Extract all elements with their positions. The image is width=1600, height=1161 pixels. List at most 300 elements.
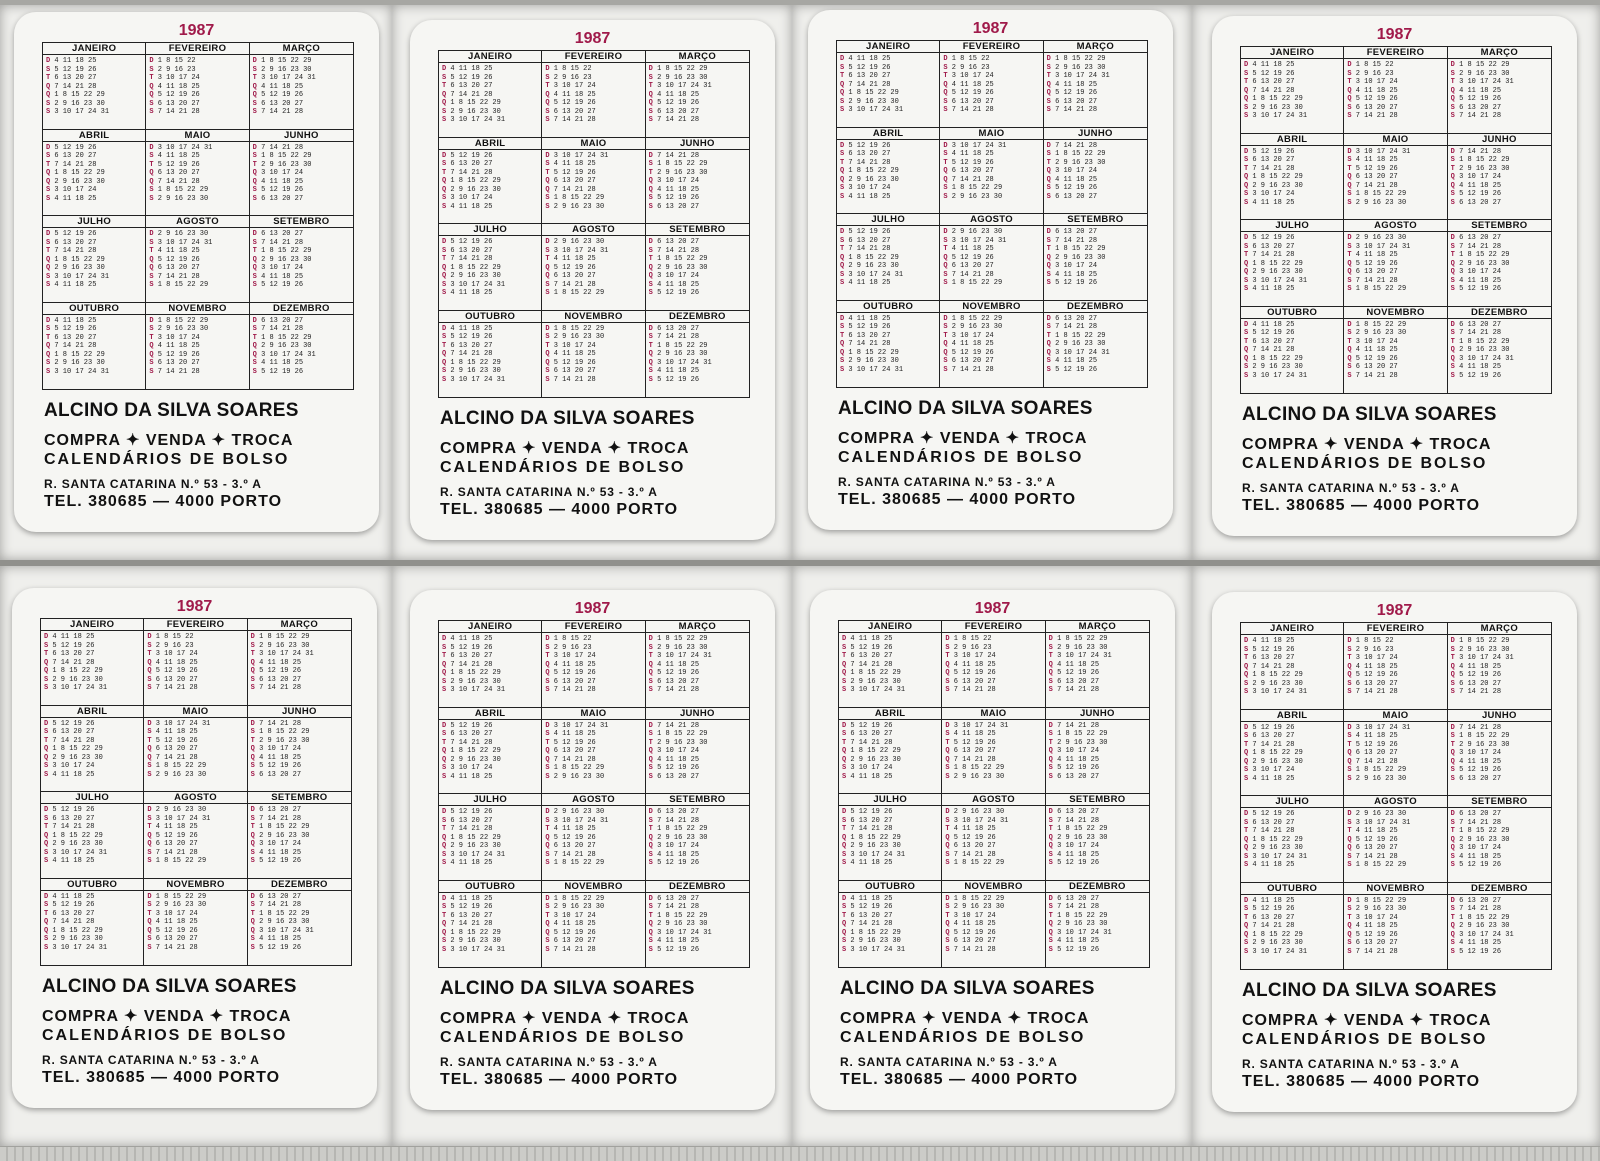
day-numbers: 7 14 21 28 [850,738,893,747]
weekday-letter: S [545,280,550,289]
day-numbers: 5 12 19 26 [259,943,302,952]
month-days [837,226,939,300]
weekday-letter: D [44,633,49,641]
week-row [1049,747,1146,756]
pocket-calendar-card[interactable] [14,12,379,532]
day-numbers: 4 11 18 25 [1252,637,1295,645]
day-numbers: 2 9 16 23 30 [155,806,207,814]
day-numbers: 3 10 17 24 [951,72,994,80]
week-row [251,832,348,841]
week-row [46,91,142,100]
week-row [943,89,1039,98]
advertiser-info [1242,980,1557,1091]
weekday-letter: S [1244,329,1249,337]
day-numbers: 1 8 15 22 29 [1055,55,1106,63]
weekday-letter: T [1244,913,1249,922]
week-row [442,91,538,100]
weekday-letter: S [147,848,152,857]
week-row [649,289,746,298]
day-numbers: 1 8 15 22 29 [54,169,105,177]
week-row [943,366,1039,375]
week-row [442,376,538,385]
week-row [149,178,245,187]
day-numbers: 6 13 20 27 [1252,654,1295,662]
week-row [545,333,641,342]
week-row [442,169,538,178]
day-numbers: 5 12 19 26 [553,928,596,937]
weekday-letter: S [943,270,948,279]
week-row [44,762,140,771]
advertiser-address: R. SANTA CATARINA N.º 53 - 3.º A [838,475,1056,489]
pocket-calendar-card[interactable] [410,20,775,540]
month-days [43,315,145,390]
pocket-calendar-card[interactable] [810,590,1175,1110]
weekday-letter: Q [44,667,49,675]
week-row [442,747,538,756]
day-numbers: 7 14 21 28 [1252,740,1295,749]
weekday-letter: S [1046,323,1051,331]
weekday-letter: D [149,316,154,325]
day-numbers: 6 13 20 27 [54,74,97,82]
day-numbers: 5 12 19 26 [52,641,95,650]
week-row [1451,277,1548,286]
day-numbers: 2 9 16 23 [951,63,990,72]
month-days [439,150,541,224]
month-days [144,891,246,966]
month-days [1344,146,1446,220]
day-numbers: 2 9 16 23 30 [1355,234,1407,242]
day-numbers: 2 9 16 23 30 [951,192,1003,201]
day-numbers: 6 13 20 27 [157,169,200,177]
day-numbers: 6 13 20 27 [52,909,95,918]
weekday-letter: D [44,806,49,814]
weekday-letter: T [1347,78,1352,86]
weekday-letter: Q [945,920,950,928]
day-numbers: 6 13 20 27 [261,230,304,238]
week-row [46,169,142,178]
weekday-letter: T [648,825,653,833]
week-row [147,650,243,659]
day-numbers: 5 12 19 26 [1459,285,1502,293]
weekday-letter: T [840,158,845,167]
weekday-letter: Q [1046,340,1051,348]
day-numbers: 7 14 21 28 [259,901,302,909]
week-row [46,351,142,360]
week-row [44,737,140,746]
week-row [545,929,641,938]
weekday-letter: S [147,901,152,909]
week-row [943,64,1039,73]
month-days [837,313,939,388]
week-row [1451,363,1548,372]
weekday-letter: Q [1244,354,1249,363]
week-row [442,325,538,334]
weekday-letter: S [840,323,845,331]
month-days [1448,635,1551,709]
weekday-letter: S [945,643,950,652]
week-row [147,840,243,849]
weekday-letter: Q [44,831,49,840]
week-row [147,737,243,746]
day-numbers: 5 12 19 26 [1055,89,1098,97]
week-row [1347,199,1443,208]
month-days [542,893,644,968]
weekday-letter: S [1244,947,1249,956]
weekday-letter: S [250,901,255,909]
weekday-letter: S [648,194,653,202]
day-numbers: 2 9 16 23 30 [157,325,209,333]
day-numbers: 1 8 15 22 29 [52,831,103,840]
weekday-letter: S [1347,852,1352,861]
day-numbers: 6 13 20 27 [1252,913,1295,922]
day-numbers: 5 12 19 26 [54,325,97,333]
day-numbers: 2 9 16 23 30 [1459,69,1510,78]
month-name: JANEIRO [439,51,541,63]
week-row [840,184,936,193]
day-numbers: 1 8 15 22 29 [157,316,209,325]
day-numbers: 2 9 16 23 30 [848,97,899,106]
day-numbers: 7 14 21 28 [657,816,700,825]
week-row [44,771,140,780]
week-row [147,642,243,651]
day-numbers: 2 9 16 23 30 [1252,757,1303,766]
weekday-letter: S [1450,852,1455,861]
pocket-calendar-card[interactable] [410,590,775,1110]
weekday-letter: S [1048,764,1053,772]
week-row [46,178,142,187]
week-row [253,178,350,187]
week-row [147,935,243,944]
weekday-letter: S [945,850,950,859]
month-block [144,879,247,966]
weekday-letter: Q [250,840,255,848]
weekday-letter: D [1347,320,1352,329]
weekday-letter: S [252,65,257,74]
weekday-letter: S [44,641,49,650]
weekday-letter: S [1048,937,1053,945]
pocket-calendar-card[interactable] [1212,16,1577,536]
weekday-letter: S [1347,276,1352,285]
pocket-calendar-card[interactable] [12,588,377,1108]
weekday-letter: S [46,238,51,247]
month-block [1344,796,1447,883]
month-days [942,893,1044,968]
day-numbers: 6 13 20 27 [1057,808,1100,816]
week-row [253,342,350,351]
month-block [1344,883,1447,970]
weekday-letter: D [250,633,255,641]
week-row [147,745,243,754]
day-numbers: 2 9 16 23 30 [657,350,708,358]
month-days [1448,319,1551,394]
week-row [1451,182,1548,191]
week-row [1244,931,1340,940]
day-numbers: 5 12 19 26 [1057,669,1100,677]
weekday-letter: Q [545,833,550,842]
advertiser-name: ALCINO DA SILVA SOARES [1242,404,1497,425]
week-row [842,739,938,748]
day-numbers: 4 11 18 25 [54,57,97,65]
month-block [146,43,249,130]
weekday-letter: Q [545,747,550,755]
day-numbers: 7 14 21 28 [657,116,700,124]
month-name: JULHO [43,216,145,228]
day-numbers: 3 10 17 24 [1355,337,1398,346]
weekday-letter: S [842,643,847,652]
pocket-calendar-card[interactable] [808,10,1173,530]
weekday-letter: D [1046,314,1051,323]
day-numbers: 4 11 18 25 [157,247,200,255]
month-block [41,792,144,879]
day-numbers: 6 13 20 27 [1252,156,1295,164]
day-numbers: 1 8 15 22 29 [261,333,312,342]
advertiser-tagline: COMPRA ✦ VENDA ✦ TROCA [1242,436,1492,453]
day-numbers: 7 14 21 28 [553,185,596,194]
week-row [545,825,641,834]
day-numbers: 4 11 18 25 [657,937,700,945]
weekday-letter: S [442,945,447,954]
day-numbers: 7 14 21 28 [951,175,994,184]
month-name: DEZEMBRO [646,881,749,893]
month-block [1448,883,1551,970]
weekday-letter: S [1347,905,1352,913]
week-row [842,747,938,756]
day-numbers: 3 10 17 24 31 [953,721,1009,730]
week-row [442,177,538,186]
weekday-letter: D [252,230,257,238]
week-row [1451,243,1548,252]
day-numbers: 3 10 17 24 [1057,747,1100,755]
week-row [251,910,348,919]
weekday-letter: T [442,738,447,747]
day-numbers: 1 8 15 22 29 [848,167,899,175]
weekday-letter: T [252,333,257,342]
day-numbers: 3 10 17 24 31 [850,686,906,694]
weekday-letter: S [1450,190,1455,198]
weekday-letter: Q [943,253,948,262]
weekday-letter: D [46,143,51,152]
day-numbers: 1 8 15 22 29 [1355,896,1407,905]
day-numbers: 6 13 20 27 [261,99,304,108]
day-numbers: 5 12 19 26 [157,255,200,264]
day-numbers: 2 9 16 23 [953,643,992,652]
month-block [1448,220,1551,307]
day-numbers: 3 10 17 24 31 [657,82,712,90]
week-row [545,203,641,212]
day-numbers: 4 11 18 25 [553,660,596,669]
week-row [251,728,348,737]
weekday-letter: D [1450,723,1455,732]
day-numbers: 7 14 21 28 [52,658,95,667]
week-row [1244,156,1340,165]
day-numbers: 3 10 17 24 31 [553,246,609,255]
weekday-letter: Q [46,82,51,91]
weekday-letter: Q [648,177,653,185]
weekday-letter: D [545,721,550,730]
day-numbers: 4 11 18 25 [657,850,700,859]
month-name: OUTUBRO [1241,883,1343,895]
day-numbers: 4 11 18 25 [951,150,994,158]
weekday-letter: T [943,72,948,80]
weekday-letter: Q [842,755,847,764]
weekday-letter: Q [840,80,845,89]
day-numbers: 1 8 15 22 29 [259,823,310,831]
weekday-letter: S [943,97,948,106]
weekday-letter: S [1048,643,1053,652]
day-numbers: 4 11 18 25 [1355,346,1398,354]
month-block [542,708,645,795]
week-row [1347,646,1443,655]
day-numbers: 4 11 18 25 [261,272,304,281]
week-row [1347,914,1443,923]
week-row [649,834,746,843]
month-name: MAIO [940,128,1042,140]
week-row [1347,251,1443,260]
week-row [1047,332,1144,341]
day-numbers: 6 13 20 27 [155,840,198,848]
week-row [149,83,245,92]
weekday-letter: D [1244,723,1249,732]
week-row [1049,756,1146,765]
week-row [1244,190,1340,199]
weekday-letter: D [1450,810,1455,818]
day-numbers: 3 10 17 24 [259,745,302,753]
day-numbers: 3 10 17 24 31 [157,143,213,152]
day-numbers: 1 8 15 22 29 [553,859,605,867]
day-numbers: 3 10 17 24 31 [450,375,506,384]
week-row [147,720,243,729]
week-row [1047,340,1144,349]
weekday-letter: S [545,686,550,694]
month-block [250,216,353,303]
week-row [149,144,245,153]
week-row [442,635,538,644]
weekday-letter: S [44,684,49,692]
month-name: ABRIL [1241,134,1343,146]
day-numbers: 6 13 20 27 [1459,679,1502,688]
week-row [251,737,348,746]
day-numbers: 2 9 16 23 30 [1355,905,1407,913]
weekday-letter: S [842,764,847,772]
week-row [842,929,938,938]
week-row [253,74,350,83]
month-name: DEZEMBRO [250,303,353,315]
day-numbers: 6 13 20 27 [553,937,596,945]
day-numbers: 2 9 16 23 30 [450,107,501,116]
week-row [545,773,641,782]
week-row [840,64,936,73]
day-numbers: 5 12 19 26 [52,806,95,814]
day-numbers: 7 14 21 28 [1055,106,1098,114]
week-row [649,764,746,773]
day-numbers: 4 11 18 25 [54,316,97,325]
day-numbers: 5 12 19 26 [1057,945,1100,954]
weekday-letter: S [46,152,51,160]
day-numbers: 7 14 21 28 [1355,112,1398,120]
weekday-letter: S [840,97,845,106]
weekday-letter: S [840,192,845,201]
weekday-letter: S [840,270,845,279]
weekday-letter: S [1244,190,1249,198]
day-numbers: 2 9 16 23 30 [1057,920,1108,928]
weekday-letter: S [545,107,550,116]
weekday-letter: S [46,325,51,333]
weekday-letter: S [1347,112,1352,120]
weekday-letter: Q [44,926,49,935]
week-row [1347,948,1443,957]
week-row [1244,87,1340,96]
day-numbers: 2 9 16 23 30 [657,920,708,928]
day-numbers: 3 10 17 24 31 [848,106,904,114]
weekday-letter: T [648,82,653,90]
advertiser-subtitle: CALENDÁRIOS DE BOLSO [840,1029,1086,1046]
weekday-letter: Q [442,99,447,107]
weekday-letter: T [1046,245,1051,253]
month-days [542,63,644,137]
weekday-letter: S [1347,371,1352,380]
weekday-letter: T [250,650,255,658]
day-numbers: 2 9 16 23 30 [54,264,105,272]
weekday-letter: S [1450,198,1455,207]
week-row [147,806,243,815]
week-row [1451,199,1548,208]
pocket-calendar-card[interactable] [1212,592,1577,1112]
month-days [248,718,351,792]
day-numbers: 7 14 21 28 [1459,112,1502,120]
month-days [1344,59,1446,133]
weekday-letter: D [840,141,845,150]
day-numbers: 6 13 20 27 [850,816,893,825]
day-numbers: 1 8 15 22 [1355,61,1394,69]
week-row [149,186,245,195]
week-row [1244,732,1340,741]
weekday-letter: T [442,911,447,920]
month-block [839,621,942,708]
day-numbers: 3 10 17 24 [1459,749,1502,757]
weekday-letter: Q [648,350,653,358]
week-row [1049,730,1146,739]
week-row [649,91,746,100]
weekday-letter: Q [149,342,154,350]
weekday-letter: D [842,635,847,643]
month-name: MARÇO [1448,47,1551,59]
weekday-letter: Q [1048,842,1053,850]
week-row [545,281,641,290]
day-numbers: 3 10 17 24 [553,911,596,920]
weekday-letter: T [147,823,152,831]
week-row [1047,167,1144,176]
weekday-letter: Q [44,918,49,926]
day-numbers: 6 13 20 27 [848,236,891,245]
weekday-letter: D [943,55,948,63]
month-block [942,708,1045,795]
weekday-letter: S [1450,861,1455,869]
month-name: OUTUBRO [439,311,541,323]
weekday-letter: T [147,736,152,745]
week-row [1047,89,1144,98]
day-numbers: 4 11 18 25 [848,192,891,201]
week-row [943,279,1039,288]
day-numbers: 1 8 15 22 29 [259,909,310,918]
month-days [542,633,644,707]
day-numbers: 6 13 20 27 [450,730,493,738]
weekday-letter: S [945,686,950,694]
month-block [43,216,146,303]
weekday-letter: S [1347,818,1352,827]
day-numbers: 1 8 15 22 29 [850,928,901,937]
month-days [41,631,143,705]
weekday-letter: S [545,194,550,202]
